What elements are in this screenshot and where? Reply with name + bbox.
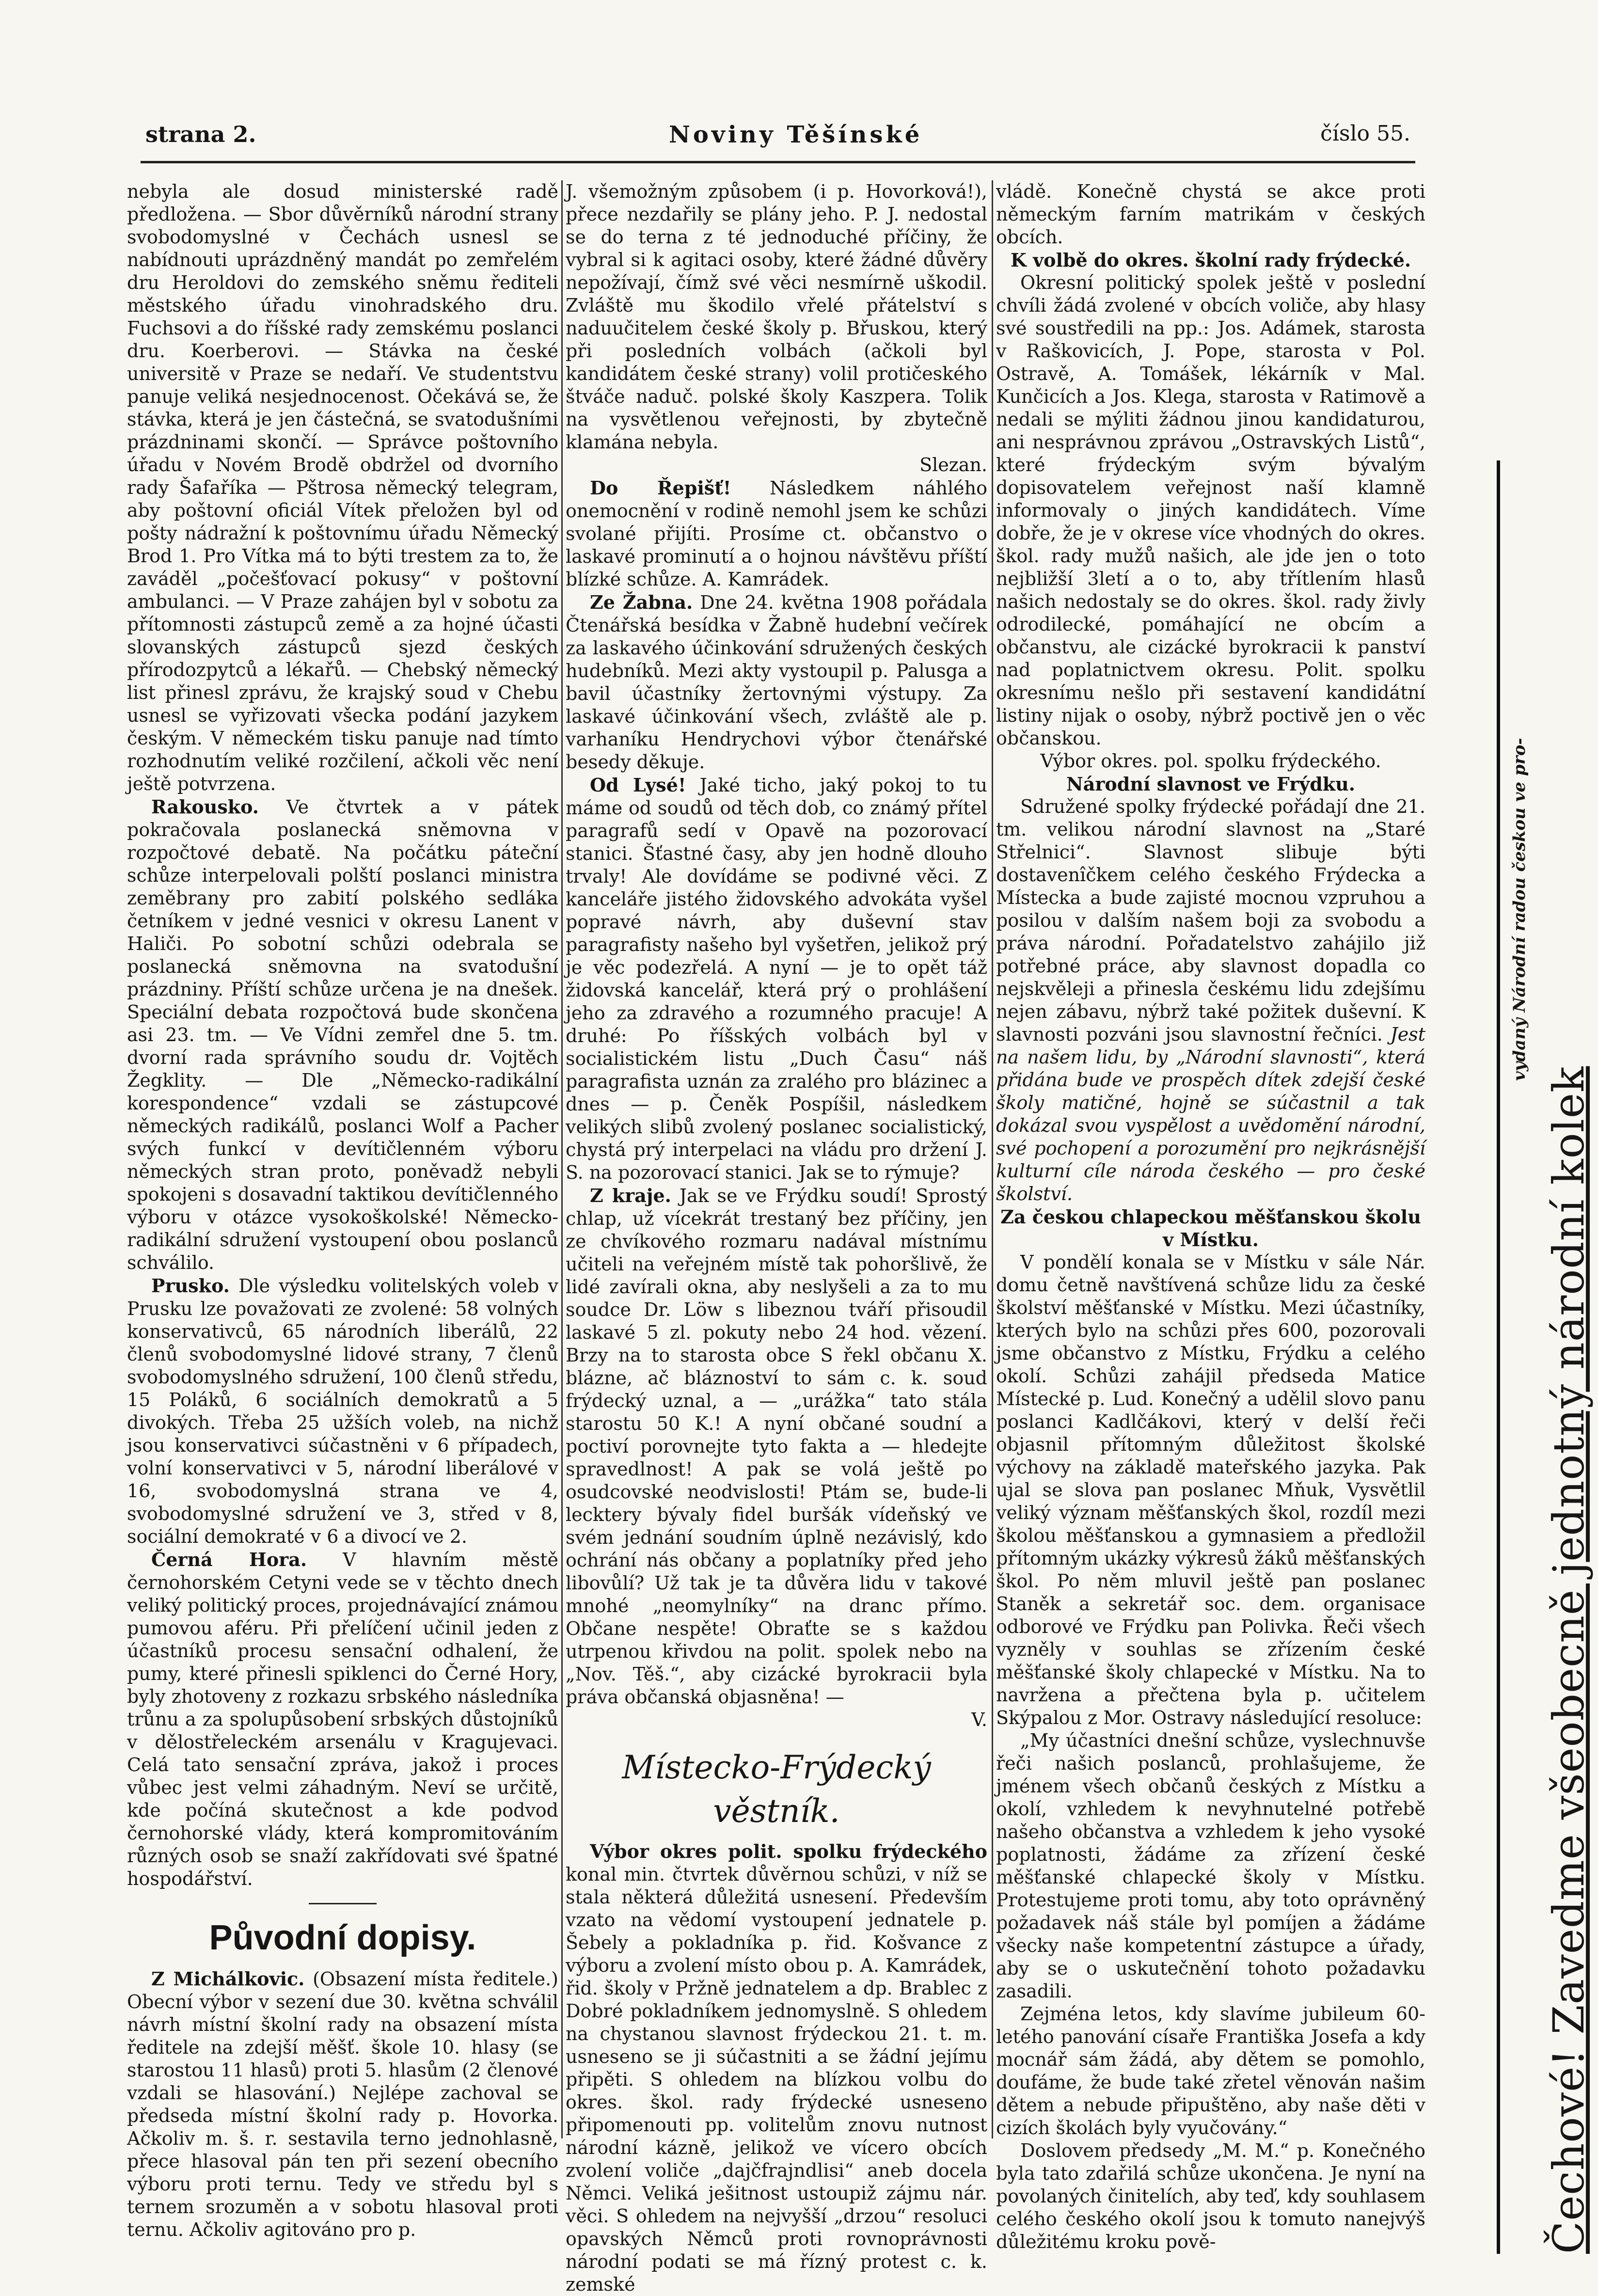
signature-slezan: Slezan. [919,454,987,475]
lysa-lead: Od Lysé! [590,774,686,796]
slavnost-text: Sdružené spolky frýdecké pořádají dne 21. tm. velikou národní slavnost na „Staré Střelnici“. Slavnost slibuje býti dostavenîčkem celého českého Frýdecka a Místecka a bude zajisté mocnou vzpruhou a posilou v dalším našem boji za svobodu a práva národní. Pořadatelstvo zahájilo již potřebné práce, aby slavnost dopadla co nejskvěleji a přinesla českému lidu zdejšímu nejen zábavu, nýbrž také požitek duševní. K slavnosti pozváni jsou slavnostní řečníci. [996,796,1425,1045]
side-ad-headline: Čechové! Zavedme všeobecně jednotný národní kolek [1544,1066,1594,2254]
vybor-paragraph [566,1840,987,2296]
zabno-paragraph [566,591,987,774]
cerna-hora-text: V hlavním městě černohorském Cetyni vede se v těchto dnech veliký politický proces, projednávající známou pumovou aféru. Při přelíčení učinil jeden z účastníků procesu sensační odhalení, že pumy, které přinesli spiklenci do Černé Hory, byly zhotoveny z rozkazu srbského následníka trůnu a za spolupůsobení srbských důstojníků v dělostřeleckém arsenálu v Kragujevaci. Celá tato sensační zpráva, jakož i proces vůbec jest velmi záhadným. Neví se určitě, kde počíná skutečnost a kde podvod černohorské vlády, která kompromitováním různých osob se snaží zakřídovati své špatné hospodářství. [127,1549,558,1889]
column-3 [996,180,1425,2253]
slavnost-italic: Jest na našem lidu, by „Národní slavnosti“, která přidána bude ve prospěch dítek zdejší české školy matičné, hojně se súčastnil a tak dokázal svou vyspělost a uvědomění národní, své pochopení a porozumění pro nejkrásnější kulturní cíle národa českého — pro české školství. [996,1024,1425,1204]
cerna-hora-paragraph [127,1548,558,1890]
section-heading-puvodni-dopisy: Původní dopisy. [209,1918,476,1957]
repiste-text: Následkem náhlého onemocnění v rodině nemohl jsem ke schůzi svolané přijíti. Prosíme ct. občanstvo o laskavé prominutí a o hojnou návštěvu příští blízké schůze. A. Kamrádek. [566,477,987,590]
repiste-paragraph [566,476,987,591]
side-ad-bar [1497,460,1500,2254]
michalkovice-text: (Obsazení místa ředitele.) Obecní výbor v sezení due 30. května schválil návrh místní školní rady na obsazení místa ředitele na zdejší měšť. škole 10. hlasy (se starostou 11 hlasů) proti 5. hlasům (2 členové vzdali se hlasování.) Nejlépe zachoval se předseda místní školní rady p. Hovorka. Ačkoliv m. š. r. sestavila terno jednohlasně, přece hlasoval pán ten při sezení obecního výboru proti ternu. Tedy ve středu byl s ternem srozuměn a v sobotu hlasoval proti ternu. Ačkoliv agitováno pro p. [127,1968,558,2240]
volba-heading: K volbě do okres. školní rady frýdecké. [1010,249,1411,271]
lysa-paragraph [566,774,987,1184]
z-kraje-text: Jak se ve Frýdku soudí! Sprostý chlap, už vícekrát trestaný bez příčiny, jen ze chvíkového rozmaru nadával místnímu učiteli na veřejném místě tak pohoršlivě, že lidé zavírali okna, aby neslyšeli a za to mu soudce Dr. Löw s libeznou tváří přisoudil laskavé 5 zl. pokuty nebo 24 hod. vězení. Brzy na to starosta obce S řekl občanu X. blázne, ač bláznoství to sám c. k. soud frýdecký uznal, a — „urážka“ tato stála starostu 50 K.! A nyní občané soudní a poctiví porovnejte tyto fakta a — hledejte spravedlnost! A pak se volá ještě po osudcovské neodvislosti! Ptám se, bude-li lecktery bývaly fidel buršák vídeňský ve svém jednání soudním úplně nezávislý, kdo ochrání nás občany a poplatníky před jeho libovůlí? Už tak je ta důvěra lidu v takové mnohé „neomylníky“ na dranc přímo. Občane nespěte! Obraťte se s každou utrpenou křivdou na polit. spolek nebo na „Nov. Těš.“, aby cizácké byrokracii byla práva občanská objasněna! — [566,1185,987,1708]
skola-paragraph: V pondělí konala se v Místku v sále Nár. domu četně navštívená schůze lidu za české školství měšťanské v Místku. Mezi účastníky, kterých bylo na schůzi přes 600, pozorovali jsme občanstvo z Místku, Frýdku a celého okolí. Schůzi zahájil předseda Matice Místecké p. Lud. Konečný a udělil slovo panu poslanci Kadlčákovi, který v delší řeči objasnil přítomným důležitost školské výchovy na základě mateřského jazyka. Pak ujal se slova pan poslanec Mňuk, Vysvětlil veliký význam měšťanských škol, rozdíl mezi školou měšťanskou a gymnasiem a předložil přítomným ukázky výkresů žáků měšťanských škol. Po něm mluvil ještě pan poslanec Staněk a sekretář soc. dem. organisace odborové ve Frýdku pan Polivka. Řeči všech vyzněly v souhlas se zřízením české měšťanské školy chlapecké v Místku. Na to navržena a přečtena byla p. učitelem Skýpalou z Mor. Ostravy následující resoluce: [996,1251,1425,1728]
header-rule [141,161,1415,163]
lysa-text: Jaké ticho, jaký pokoj to tu máme od soudů od těch dob, co známý přítel paragrafů sedí v Opavě na pozorovací stanici. Šťastné časy, aby jen hodně dlouho trvaly! Ale dovídáme se podivné věci. Z kanceláře jistého židovského advokáta vyšel popravé návrh, aby duševní stav paragrafisty našeho byl vyšetřen, jelikož prý je věc podezřelá. A nyní — je to opět táž židovská kancelář, která prý o prohlášení jeho za zdravého a rozumného pracuje! A druhé: Po říšských volbách byl v socialistickém listu „Duch Času“ náš paragrafista uznán za zralého pro blázinec a dnes — p. Čeněk Pospíšil, následkem velikých slibů zvolený poslanec socialistický, chystá prý interpelaci na vládu pro držení J. S. na pozorovací stanici. Jak se to rýmuje? [566,775,987,1183]
michalkovice-lead: Z Michálkovic. [151,1968,305,1990]
page-header [145,121,1410,160]
newspaper-title: Noviny Těšínské [669,121,923,148]
signature-v: V. [971,1709,987,1730]
side-advertisement [1505,460,1597,2254]
prusko-paragraph [127,1274,558,1548]
signature-vybor: Výbor okres. pol. spolku frýdeckého. [1040,750,1381,772]
zabno-text: Dne 24. května 1908 pořádala Čtenářská besídka v Žabně hudební večírek za laskavého účinkování sdružených českých hudebníků. Mezi akty vystoupil p. Palusga a bavil účastníky žertovnými výstupy. Za laskavé účinkování všech, zvláště ale p. varhaníku Hendrychovi výbor čtenářské besedy děkuje. [566,592,987,773]
repiste-lead: Do Řepišť! [590,477,731,499]
slavnost-heading: Národní slavnost ve Frýdku. [1066,773,1355,795]
rakousko-paragraph [127,795,558,1274]
rakousko-lead: Rakousko. [151,796,259,818]
vybor-lead: Výbor okres polit. spolku frýdeckého [590,1840,987,1862]
politics-paragraph: nebyla ale dosud ministerské radě předložena. — Sbor důvěrníků národní strany svobodomyslné v Čechách usnesl se nabídnouti uprázdněný mandát po zemřelém dru Heroldovi do zemského sněmu řediteli městského úřadu vinohradského dru. Fuchsovi a do říšské rady zemskému poslanci dru. Koerberovi. — Stávka na české universitě v Praze se nedaří. Ve studentstvu panuje veliká nesjednocenost. Očekává se, že stávka, která je jen částečná, se svatodušními prázdninami skončí. — Správce poštovního úřadu v Novém Brodě obdržel od dvorního rady Šafaříka — Pštrosa německý telegram, aby poštovní oficiál Vítek přeložen byl od pošty nádražní k poštovnímu úřadu Německý Brod 1. Pro Vítka má to býti trestem za to, že zaváděl „počešťovací pokusy“ v poštovní ambulanci. — V Praze zahájen byl v sobotu za přítomnosti zástupců země a za hojné účasti slovanských zástupců sjezd českých přírodozpytců a lékařů. — Chebský německý list přinesl zprávu, že krajský soud v Chebu usnesl se vyřizovati všecka podání jazykem českým. V německém tisku panuje nad tímto rozhodnutím veliké rozčilení, ačkoli věc není ještě potvrzena. [127,181,558,794]
cerna-hora-lead: Černá Hora. [151,1549,307,1570]
column-divider-1 [561,180,563,2138]
zabno-lead: Ze Žabna. [590,591,693,613]
issue-number: číslo 55. [1320,121,1410,146]
side-ad-subline: vydaný Národní radou českou ve pro- [1510,738,1529,1081]
section-divider [309,1903,377,1904]
rakousko-text: Ve čtvrtek a v pátek pokračovala poslanecká sněmovna v rozpočtové debatě. Na počátku páteční schůze interpelovali polští poslanci ministra zeměbrany pro zabití polského sedláka četníkem v jedné vesnici v okresu Lanent v Haliči. Po sobotní schůzi odebrala se poslanecká sněmovna na svatodušní prázdniny. Příští schůze určena je na dnešek. Speciální debata rozpočtová bude skončena asi 23. tm. — Ve Vídni zemřel dne 5. tm. dvorní rada správního soudu dr. Vojtěch Žegklity. — Dle „Německo-radikální korespondence“ vzdali se zástupcové německých radikálů, poslanci Wolf a Pacher svých funkcí v devítičlenném výboru německých stran proto, poněvadž nebyli spokojeni s dosavadní taktikou devítičlenného výboru v otázce vysokoškolské! Německo-radikální sdružení vystoupení obou poslanců schválilo. [127,796,558,1273]
column-1 [127,180,558,2241]
slavnost-paragraph [996,795,1425,1205]
section-heading-vestnik: Místecko-Frýdecký věstník. [622,1749,931,1830]
page-number: strana 2. [145,121,256,147]
jubileum-paragraph: Zejména letos, kdy slavíme jubileum 60-letého panování císaře Františka Josefa a kdy mocnář sám žádá, aby dětem se pomohlo, doufáme, že bude také zřetel věnován našim dětem a nebude připuštěno, aby naše děti v cizích školách byly vyučovány.“ [996,2003,1425,2138]
z-kraje-paragraph [566,1184,987,1709]
prusko-text: Dle výsledku volitelských voleb v Prusku lze považovati ze zvolené: 58 volných konservativců, 65 národních liberálů, 22 členů svobodomyslné lidové strany, 7 členů svobodomyslného sdružení, 100 členů středu, 15 Poláků, 6 sociálních demokratů a 5 divokých. Třeba 25 užších voleb, na nichž jsou konservativci súčastněni v 6 případech, volní konservativci v 5, národní liberálové v 16, svobodomyslná strana ve 4, svobodomyslné sdružení ve 3, střed v 8, sociální demokraté v 6 a divocí ve 2. [127,1275,558,1547]
column-2 [566,180,987,2296]
z-kraje-lead: Z kraje. [590,1185,671,1206]
skola-heading: Za českou chlapeckou měšťanskou školu v Místku. [1000,1206,1421,1251]
volba-paragraph: Okresní politický spolek ještě v poslední chvíli žádá zvolené v obcích voliče, aby hlasy své soustředili na pp.: Jos. Adámek, starosta v Raškovicích, J. Pope, starosta v Pol. Ostravě, A. Tomášek, lékárník v Mal. Kunčicích a Jos. Klega, starosta v Ratimově a nedali se mýliti žádnou jinou kandidaturou, ani nesprávnou zprávou „Ostravských Listů“, které frýdeckým svým bývalým dopisovatelem veřejnost naší klamně informovaly o jiných kandidátech. Víme dobře, že je v okrese více vhodných do okres. škol. rady mužů našich, ale jde jen o toto nejbližší 3letí a o to, aby třítlením hlasů našich nedostaly se do okres. škol. rady živly odrodilecké, pomáhající ne obcím a občanstvu, ale cizácké byrokracii k panství nad poplatnictvem okresu. Polit. spolku okresnímu nešlo při sestavení kandidátní listiny nijak o osoby, nýbrž poctivě jen o věc občanskou. [996,272,1425,749]
michalkovice-continued: J. všemožným způsobem (i p. Hovorková!), přece nezdařily se plány jeho. P. J. nedostal se do terna z té jednoduché příčiny, že vybral si k agitaci osoby, které žádné důvěry nepožívají, čímž své věci nesmírně uškodil. Zvláště mu škodilo vřelé přátelství s naduučitelem české školy p. Břuskou, který při posledních volbách (ačkoli byl kandidátem české strany) volil protičeského štváče naduč. polské školy Kaszpera. Tolik na vysvětlenou veřejnosti, by zbytečně klamána nebyla. [566,181,987,453]
vybor-text: konal min. čtvrtek důvěrnou schůzi, v níž se stala některá důležitá usnesení. Především vzato na vědomí vystoupení jednatele p. Šebely a pokladníka p. řid. Košvance z výboru a zvolení místo obou p. A. Kamrádek, řid. školy v Pržně jednatelem a dp. Brablec z Dobré pokladníkem jednomyslně. S ohledem na chystanou slavnost frýdeckou 21. t. m. usneseno se ji súčastniti a se žádní jejímu připěti. S ohledem na blízkou volbu do okres. škol. rady frýdecké usneseno připomenouti pp. volitelům znovu nutnost národní kázně, jelikož ve vícero obcích zvolení voliče „dajčfrajndlisi“ aneb docela Němci. Veliká ješitnost ustoupiž zájmu nár. věci. S ohledem na nejvyšší „drzou“ resoluci opavských Němců proti rovnoprávnosti národní podati se má řízný protest c. k. zemské [566,1864,987,2295]
vybor-continued: vládě. Konečně chystá se akce proti německým farním matrikám v českých obcích. [996,181,1425,248]
prusko-lead: Prusko. [151,1275,230,1297]
column-divider-2 [992,180,993,2138]
michalkovice-paragraph [127,1967,558,2241]
resoluce-paragraph: „My účastníci dnešní schůze, vyslechnuvše řeči našich poslanců, prohlašujeme, že jménem všech občanů českých z Místku a okolí, vzhledem k nevyhnutelné potřebě našeho občanstva a vzhledem k jeho vysoké poplatnosti, žádáme za zřízení české měšťanské chlapecké školy v Místku. Protestujeme proti tomu, aby toto oprávněný požadavek náš stále byl pomíjen a žádáme všecky naše kompetentní zástupce a úřady, aby se o uskutečnění tohoto požadavku zasadili. [996,1730,1425,2002]
doslov-paragraph: Doslovem předsedy „M. M.“ p. Konečného byla tato zdařilá schůze ukončena. Je nyní na povolaných činitelích, aby teď, kdy souhlasem celého českého okolí jsou k tomuto nanejvýš důležitému kroku pově- [996,2140,1425,2252]
